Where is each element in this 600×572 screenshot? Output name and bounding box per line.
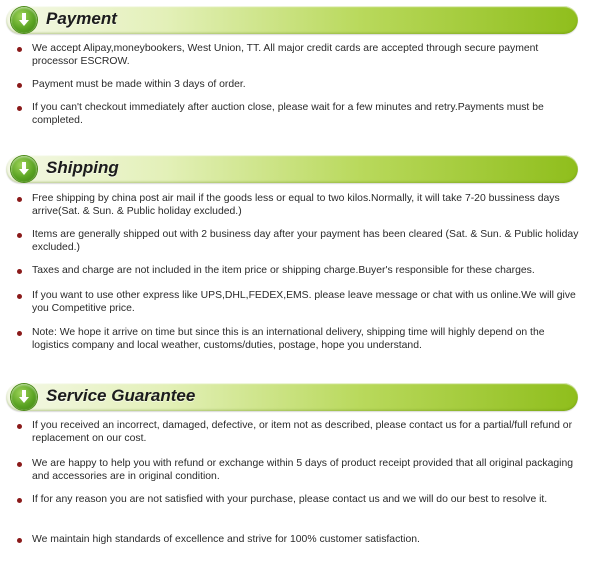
list-item-text: Note: We hope it arrive on time but since this is an international delivery, shipping time will highly depend on the logistics company and local weather, customs/duties, postage, hope you understand. bbox=[32, 327, 545, 351]
list-item-text: We maintain high standards of excellence and strive for 100% customer satisfaction. bbox=[32, 534, 420, 545]
list-item-text: Free shipping by china post air mail if the goods less or equal to two kilos.Normally, it will take 7-20 bussiness days arrive(Sat. & Sun. & Public holiday excluded.) bbox=[32, 193, 560, 217]
bullet-icon bbox=[17, 83, 22, 88]
list-item-text: If you can't checkout immediately after auction close, please wait for a few minutes and retry.Payments must be completed. bbox=[32, 102, 544, 126]
bullet-icon bbox=[17, 462, 22, 467]
list-item-text: If you received an incorrect, damaged, defective, or item not as described, please contact us for a partial/full refund or replacement on our cost. bbox=[32, 420, 573, 444]
bullet-icon bbox=[17, 538, 22, 543]
arrow-down-icon bbox=[11, 7, 37, 33]
payment-title: Payment bbox=[46, 9, 117, 28]
list-item-text: Payment must be made within 3 days of order. bbox=[32, 79, 246, 90]
list-item-text: If you want to use other express like UPS,DHL,FEDEX,EMS. please leave message or chat with us online.We will give you Competitive price. bbox=[32, 290, 576, 314]
bullet-icon bbox=[17, 331, 22, 336]
list-item-text: We are happy to help you with refund or exchange within 5 days of product receipt provided that all original packaging and accessories are in original condition. bbox=[32, 458, 574, 482]
list-item-text: Taxes and charge are not included in the item price or shipping charge.Buyer's responsible for these charges. bbox=[32, 265, 535, 276]
arrow-down-icon bbox=[11, 384, 37, 410]
service-guarantee-title: Service Guarantee bbox=[46, 386, 196, 405]
list-item-text: We accept Alipay,moneybookers, West Union, TT. All major credit cards are accepted through secure payment processor ESCROW. bbox=[32, 43, 539, 67]
bullet-icon bbox=[17, 106, 22, 111]
shipping-banner bbox=[6, 155, 578, 183]
bullet-icon bbox=[17, 197, 22, 202]
bullet-icon bbox=[17, 269, 22, 274]
list-item-text: Items are generally shipped out with 2 business day after your payment has been cleared (Sat. & Sun. & Public holiday excluded.) bbox=[32, 229, 579, 253]
bullet-icon bbox=[17, 47, 22, 52]
arrow-down-icon bbox=[11, 156, 37, 182]
bullet-icon bbox=[17, 233, 22, 238]
bullet-icon bbox=[17, 498, 22, 503]
list-item-text: If for any reason you are not satisfied with your purchase, please contact us and we will do our best to resolve it. bbox=[32, 494, 548, 505]
bullet-icon bbox=[17, 424, 22, 429]
service-guarantee-banner bbox=[6, 383, 578, 411]
shipping-title: Shipping bbox=[46, 158, 119, 177]
bullet-icon bbox=[17, 294, 22, 299]
payment-banner bbox=[6, 6, 578, 34]
